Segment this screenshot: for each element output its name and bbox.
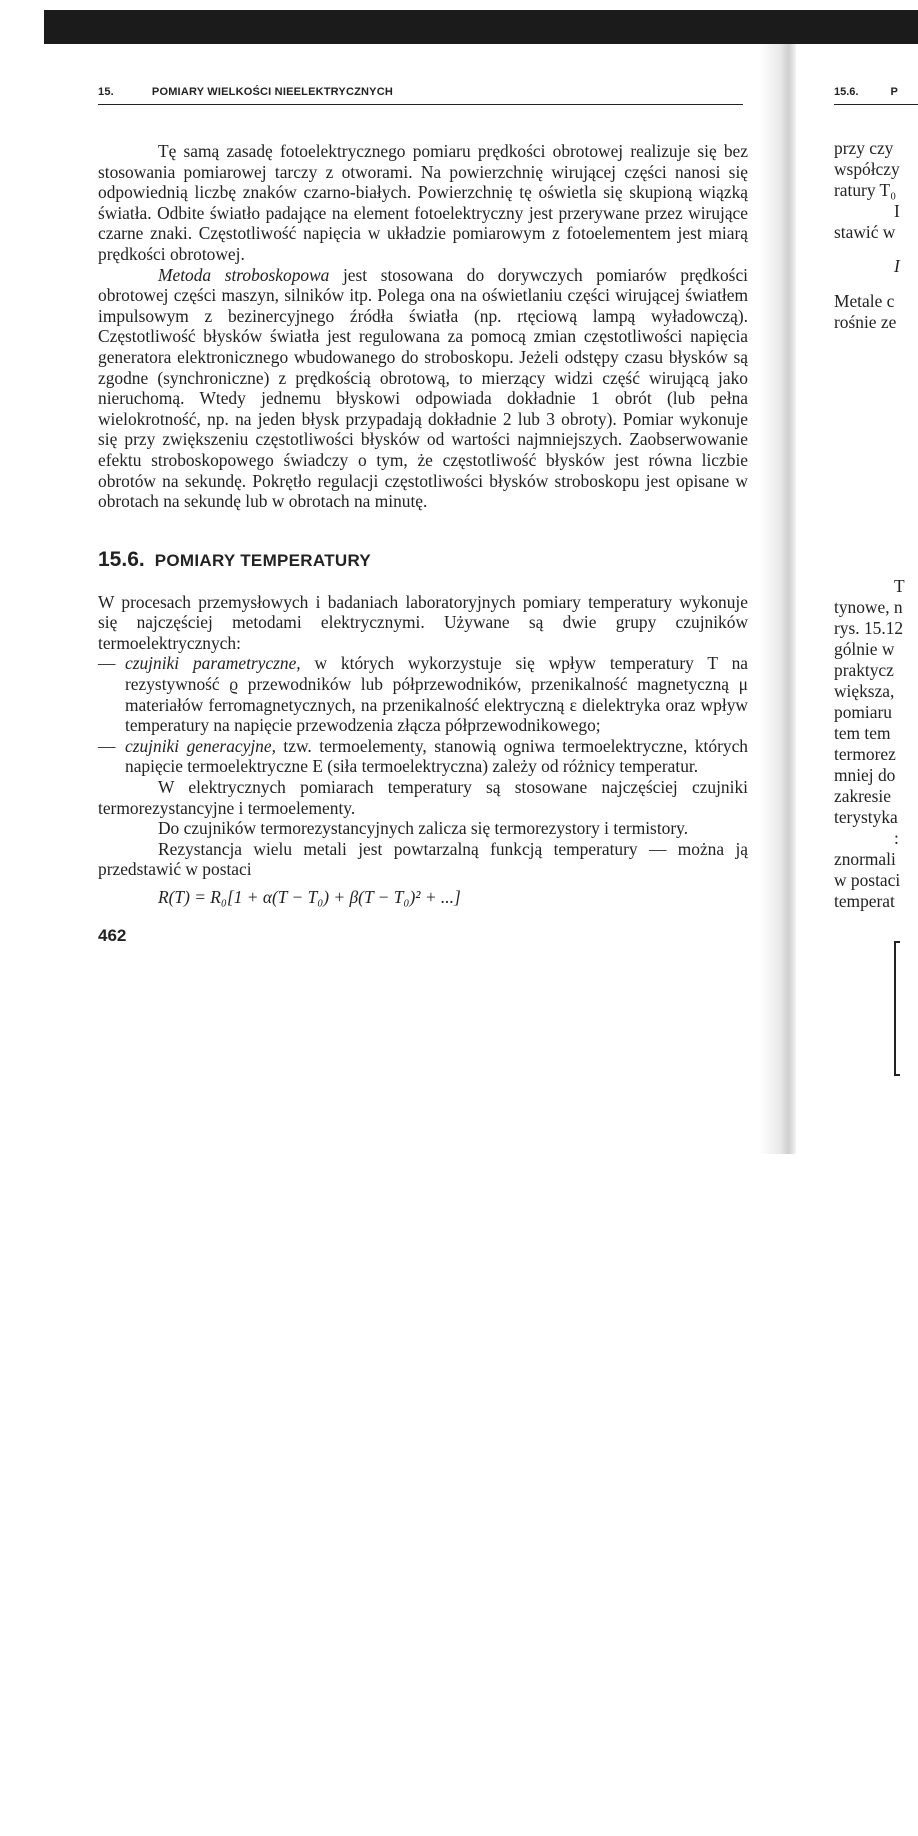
list-item xyxy=(98,736,748,777)
right-line: ratury T₀ xyxy=(834,180,897,200)
book-gutter-shadow xyxy=(760,44,796,1154)
right-section-title: P xyxy=(890,86,898,98)
figure-bracket xyxy=(894,941,896,1076)
right-line: T xyxy=(894,576,905,596)
right-line: : xyxy=(894,828,899,848)
list-item xyxy=(98,653,748,735)
right-line: I xyxy=(894,256,900,276)
right-section-number: 15.6. xyxy=(834,86,859,98)
section-number: 15.6. xyxy=(98,547,145,571)
left-page xyxy=(98,86,748,946)
figure-bracket xyxy=(894,1074,900,1076)
paragraph-stroboscopic xyxy=(98,265,748,512)
chapter-title: POMIARY WIELKOŚCI NIEELEKTRYCZNYCH xyxy=(151,86,393,98)
list-item-text: w których wykorzystuje się wpływ temperatury T na rezystywność ϱ przewodników lub półprzewodników, przenikalność magnetyczną μ materiałów ferromagnetycznych, na przenikalność elektryczną ε dielektryka oraz wpływ temperatury na napięcie przewodzenia złącza półprzewodnikowego; xyxy=(125,653,748,736)
paragraph-thermoresistive: Do czujników termorezystancyjnych zalicza się termorezystory i termistory. xyxy=(158,818,689,839)
right-line: termorez xyxy=(834,744,896,764)
right-line: praktycz xyxy=(834,660,894,680)
paragraph-sensors-used: W elektrycznych pomiarach temperatury są stosowane najczęściej czujniki termorezystancyjne i termoelementy. xyxy=(98,777,748,818)
right-line: temperat xyxy=(834,891,895,911)
right-line: gólnie w xyxy=(834,639,895,659)
right-line: tynowe, n xyxy=(834,597,903,617)
right-line: zakresie xyxy=(834,786,891,806)
section-heading xyxy=(98,548,748,572)
paragraph-temperature-intro: W procesach przemysłowych i badaniach laboratoryjnych pomiary temperatury wykonuje się najczęściej metodami elektrycznymi. Używane są dwie grupy czujników termoelektrycznych: xyxy=(98,591,748,653)
right-line: rys. 15.12 xyxy=(834,618,904,638)
right-line: większa, xyxy=(834,681,895,701)
right-line: stawić w xyxy=(834,222,896,242)
right-line: rośnie ze xyxy=(834,312,897,332)
scan-top-bar xyxy=(44,10,918,44)
term-stroboscopic-method: Metoda stroboskopowa xyxy=(158,264,330,285)
paragraph-stroboscopic-text: jest stosowana do dorywczych pomiarów prędkości obrotowej części maszyn, silników itp. Polega ona na oświetlaniu części wirującej światłem impulsowym z bezinercyjnego źródła światła (np. rtęciową lampą wyładowczą). Częstotliwość błysków światła jest regulowana za pomocą zmian częstotliwości napięcia generatora elektronicznego wbudowanego do stroboskopu. Jeżeli odstępy czasu błysków są zgodne (synchroniczne) z prędkością obrotową, to mierzący widzi część wirującą jako nieruchomą. Wtedy jednemu błyskowi odpowiada dokładnie 1 obrót (lub pełna wielokrotność, np. na jeden błysk przypadają dokładnie 2 lub 3 obroty). Pomiar wykonuje się przy zwiększeniu częstotliwości błysków od wartości najmniejszych. Zaobserwowanie efektu stroboskopowego świadczy o tym, że częstotliwość błysków jest równa liczbie obrotów na sekundę. Pokrętło regulacji częstotliwości błysków stroboskopu jest opisane w obrotach na sekundę lub w obrotach na minutę. xyxy=(98,264,748,512)
list-dash: — xyxy=(98,735,116,756)
paragraph-photoelectric: Tę samą zasadę fotoelektrycznego pomiaru prędkości obrotowej realizuje się bez stosowania pomiarowej tarczy z otworami. Na powierzchnię wirującej części nanosi się odpowiednią liczbę znaków czarno-białych. Powierzchnię tę oświetla się skupioną wiązką światła. Odbite światło padające na element fotoelektryczny jest przerywane przez wirujące czarne znaki. Częstotliwość napięcia w układzie pomiarowym z fotoelementem jest miarą prędkości obrotowej. xyxy=(98,141,748,264)
right-line: I xyxy=(894,201,900,221)
right-running-head xyxy=(834,86,918,105)
right-line: tem tem xyxy=(834,723,891,743)
sensor-list xyxy=(98,653,748,777)
right-line: pomiaru xyxy=(834,702,892,722)
right-line: Metale c xyxy=(834,291,895,311)
right-line: przy czy xyxy=(834,138,894,158)
list-dash: — xyxy=(98,653,116,674)
right-line: w postaci xyxy=(834,870,901,890)
list-item-text: tzw. termoelementy, stanowią ogniwa termoelektryczne, których napięcie termoelektryczne E (siła termoelektryczna) zależy od różnicy temperatur. xyxy=(125,735,748,777)
right-page-fragment xyxy=(834,86,918,1136)
running-head xyxy=(98,86,743,105)
list-item-term: czujniki parametryczne, xyxy=(125,653,301,674)
section-title: POMIARY TEMPERATURY xyxy=(154,550,372,570)
figure-bracket xyxy=(894,941,900,943)
right-line: znormali xyxy=(834,849,896,869)
paragraph-resistance: Rezystancja wielu metali jest powtarzalną funkcją temperatury — można ją przedstawić w postaci xyxy=(98,838,748,880)
list-item-term: czujniki generacyjne, xyxy=(125,735,276,756)
chapter-number: 15. xyxy=(98,86,114,98)
right-line: mniej do xyxy=(834,765,896,785)
resistance-formula: R(T) = R₀[1 + α(T − T₀) + β(T − T₀)² + ...] xyxy=(158,887,461,907)
page-number: 462 xyxy=(98,926,127,945)
right-line: współczy xyxy=(834,159,900,179)
right-line: terystyka xyxy=(834,807,898,827)
